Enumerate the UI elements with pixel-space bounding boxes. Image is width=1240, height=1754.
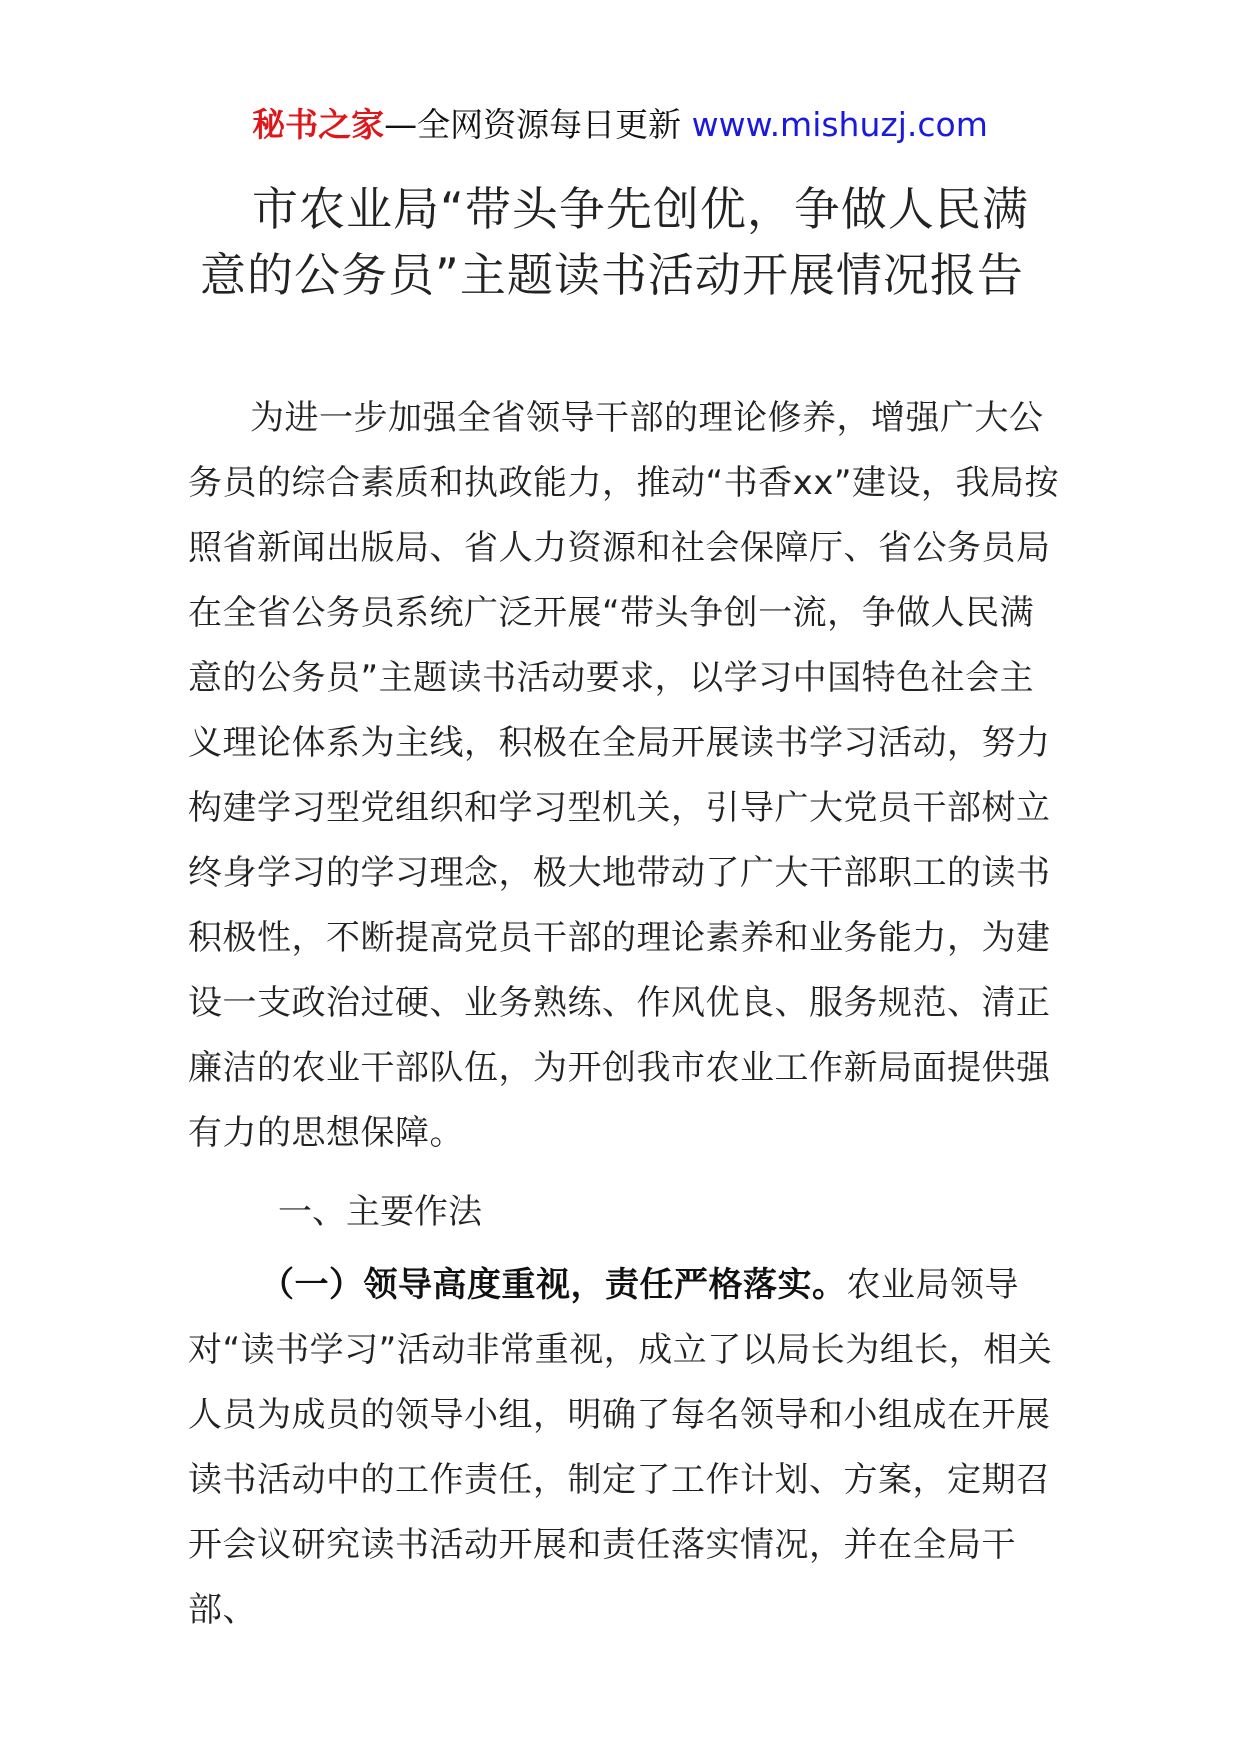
document-title <box>200 176 1050 308</box>
site-tagline: —全网资源每日更新 <box>384 105 692 144</box>
paragraph-leadership <box>188 1253 1060 1643</box>
brand-name: 秘书之家 <box>252 105 385 144</box>
site-header <box>0 102 1240 148</box>
section-heading-main-practices: 一、主要作法 <box>278 1192 482 1232</box>
paragraph-body-text: 农业局领导对“读书学习”活动非常重视，成立了以局长为组长，相关人员为成员的领导小组，明确了每名领导和小组成在开展读书活动中的工作责任，制定了工作计划、方案，定期召开会议研究读书活动开展和责任落实情况，并在全局干部、 <box>188 1265 1053 1630</box>
paragraph-lead-heading: （一）领导高度重视，责任严格落实。 <box>260 1265 847 1305</box>
intro-paragraph: 为进一步加强全省领导干部的理论修养，增强广大公务员的综合素质和执政能力，推动“书香xx”建设，我局按照省新闻出版局、省人力资源和社会保障厅、省公务员局在全省公务员系统广泛开展“带头争创一流，争做人民满意的公务员”主题读书活动要求，以学习中国特色社会主义理论体系为主线，积极在全局开展读书学习活动，努力构建学习型党组织和学习型机关，引导广大党员干部树立终身学习的学习理念，极大地带动了广大干部职工的读书积极性，不断提高党员干部的理论素养和业务能力，为建设一支政治过硬、业务熟练、作风优良、服务规范、清正廉洁的农业干部队伍，为开创我市农业工作新局面提供强有力的思想保障。 <box>188 398 1059 1153</box>
title-line-1: 市农业局“带头争先创优，争做人民满 <box>252 182 1029 236</box>
title-line-2: 意的公务员”主题读书活动开展情况报告 <box>200 248 1024 302</box>
site-url-link[interactable]: www.mishuzj.com <box>691 105 988 144</box>
